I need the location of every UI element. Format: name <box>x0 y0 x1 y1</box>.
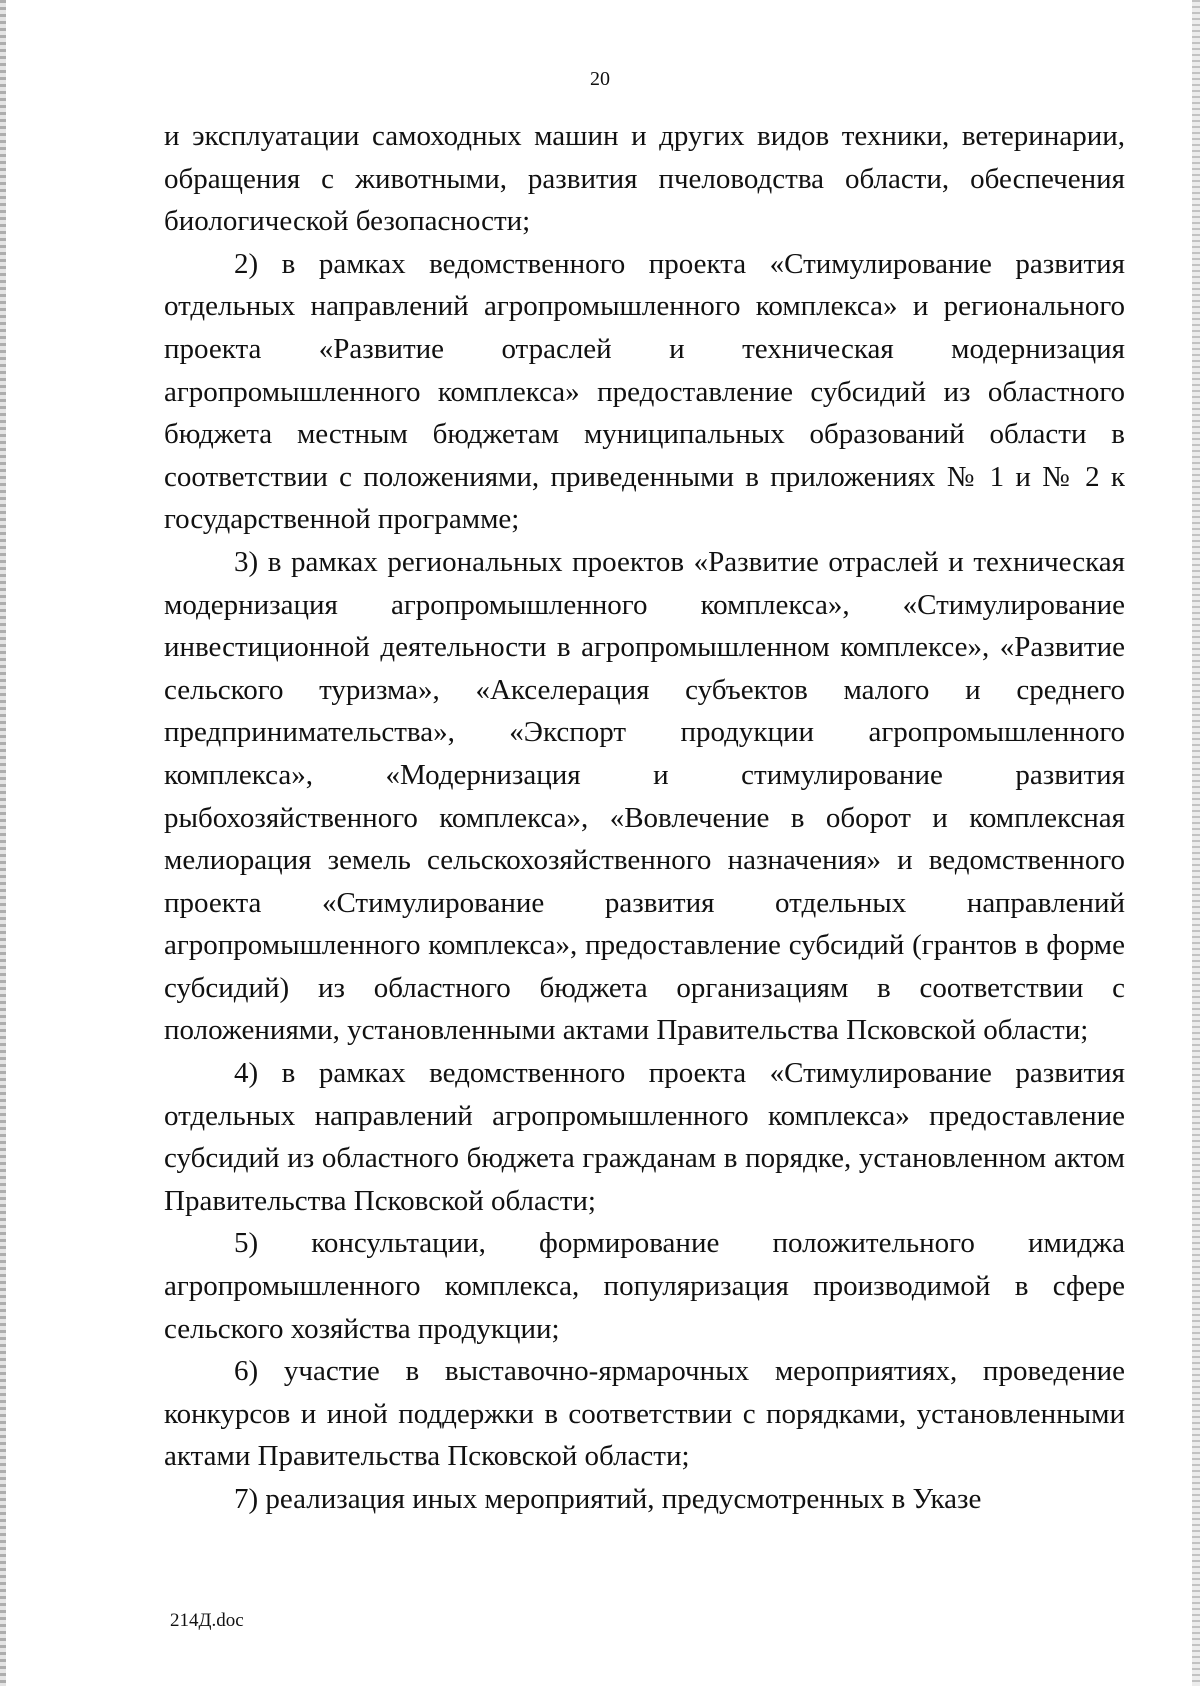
paragraph-item-5: 5) консультации, формирование положительного имиджа агропромышленного комплекса, популяризация производимой в сфере сельского хозяйства продукции; <box>164 1227 1125 1345</box>
paragraph-item-2: 2) в рамках ведомственного проекта «Стимулирование развития отдельных направлений агропромышленного комплекса» и регионального проекта «Развитие отраслей и техническая модернизация агропромышленного комплекса» предоставление субсидий из областного бюджета местным бюджетам муниципальных образований области в соответствии с положениями, приведенными в приложениях № 1 и № 2 к государственной программе; <box>164 247 1125 536</box>
document-body <box>164 115 1125 1521</box>
scan-edge-right <box>1192 0 1200 1686</box>
paragraph-item-4: 4) в рамках ведомственного проекта «Стимулирование развития отдельных направлений агропромышленного комплекса» предоставление субсидий из областного бюджета гражданам в порядке, установленном актом Правительства Псковской области; <box>164 1057 1125 1217</box>
paragraph-item-3: 3) в рамках региональных проектов «Развитие отраслей и техническая модернизация агропромышленного комплекса», «Стимулирование инвестиционной деятельности в агропромышленном комплексе», «Развитие сельского туризма», «Акселерация субъектов малого и среднего предпринимательства», «Экспорт продукции агропромышленного комплекса», «Модернизация и стимулирование развития рыбохозяйственного комплекса», «Вовлечение в оборот и комплексная мелиорация земель сельскохозяйственного назначения» и ведомственного проекта «Стимулирование развития отдельных направлений агропромышленного комплекса», предоставление субсидий (грантов в форме субсидий) из областного бюджета организациям в соответствии с положениями, установленными актами Правительства Псковской области; <box>164 545 1125 1047</box>
paragraph-item-7: 7) реализация иных мероприятий, предусмотренных в Указе <box>234 1483 982 1515</box>
page-number: 20 <box>590 68 610 90</box>
footer-file-name: 214Д.doc <box>170 1610 244 1631</box>
scan-edge-left <box>0 0 6 1686</box>
paragraph-item-6: 6) участие в выставочно-ярмарочных мероприятиях, проведение конкурсов и иной поддержки в соответствии с порядками, установленными актами Правительства Псковской области; <box>164 1355 1125 1473</box>
paragraph-continuation: и эксплуатации самоходных машин и других видов техники, ветеринарии, обращения с животными, развития пчеловодства области, обеспечения биологической безопасности; <box>164 120 1125 238</box>
